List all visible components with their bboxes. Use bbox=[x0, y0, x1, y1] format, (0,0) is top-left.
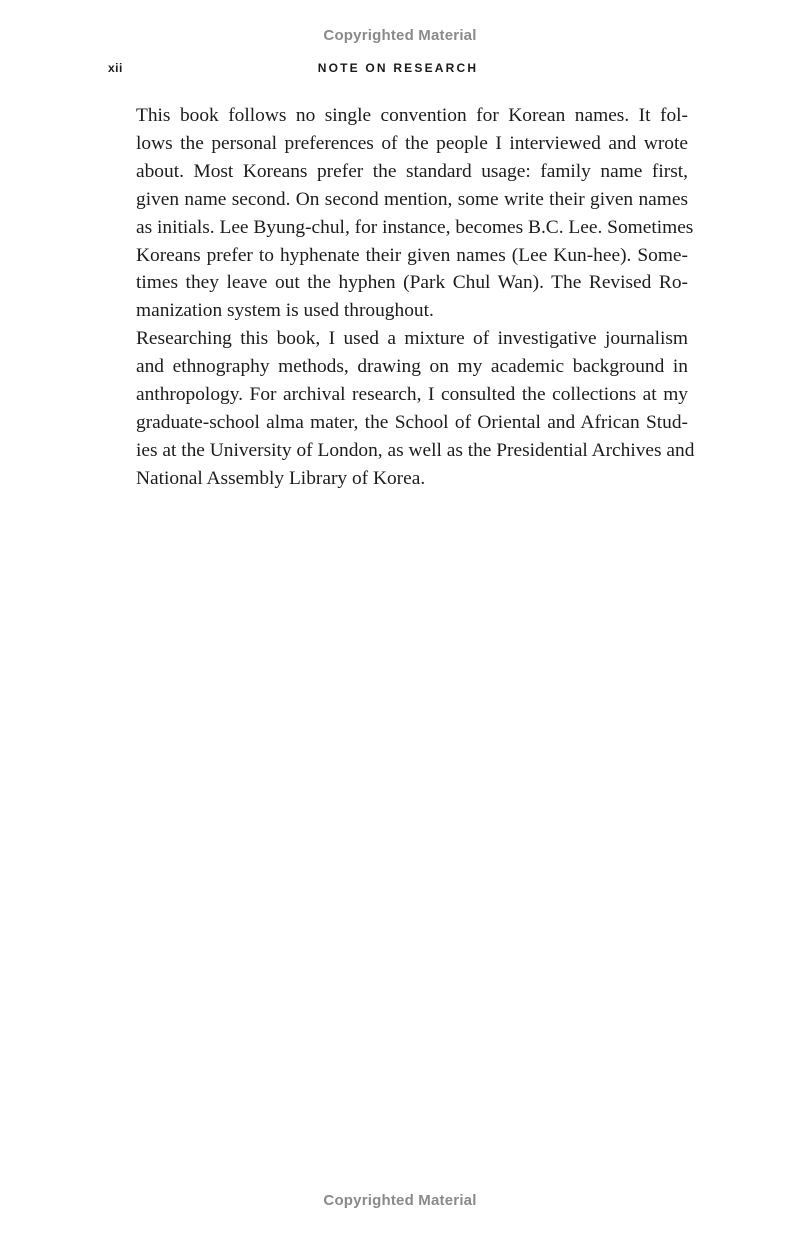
text-line: Researching this book, I used a mixture of investigative journalism bbox=[136, 328, 688, 350]
watermark-top: Copyrighted Material bbox=[323, 27, 477, 44]
text-line: times they leave out the hyphen (Park Chul Wan). The Revised Ro- bbox=[136, 272, 688, 294]
page-number: xii bbox=[108, 61, 123, 75]
paragraph-1 bbox=[108, 102, 694, 325]
text-line: National Assembly Library of Korea. bbox=[136, 467, 426, 489]
text-line: and ethnography methods, drawing on my academic background in bbox=[136, 356, 688, 378]
text-line: as initials. Lee Byung-chul, for instance, becomes B.C. Lee. Sometimes bbox=[136, 216, 694, 238]
text-line: This book follows no single convention for Korean names. It fol- bbox=[136, 105, 688, 126]
paragraph-2 bbox=[108, 325, 695, 492]
running-head bbox=[108, 61, 688, 79]
text-line: given name second. On second mention, some write their given names bbox=[136, 188, 688, 210]
text-line: about. Most Koreans prefer the standard usage: family name first, bbox=[136, 160, 688, 182]
text-line: lows the personal preferences of the people I interviewed and wrote bbox=[136, 132, 688, 154]
text-line: anthropology. For archival research, I consulted the collections at my bbox=[136, 384, 688, 406]
body-text bbox=[108, 102, 695, 493]
text-line: Koreans prefer to hyphenate their given names (Lee Kun-hee). Some- bbox=[136, 244, 688, 266]
text-line: graduate-school alma mater, the School of Oriental and African Stud- bbox=[136, 411, 688, 433]
watermark-bottom: Copyrighted Material bbox=[323, 1192, 477, 1209]
text-line: ies at the University of London, as well as the Presidential Archives and bbox=[136, 439, 695, 461]
section-title: NOTE ON RESEARCH bbox=[317, 61, 479, 75]
text-line: manization system is used throughout. bbox=[136, 300, 434, 322]
